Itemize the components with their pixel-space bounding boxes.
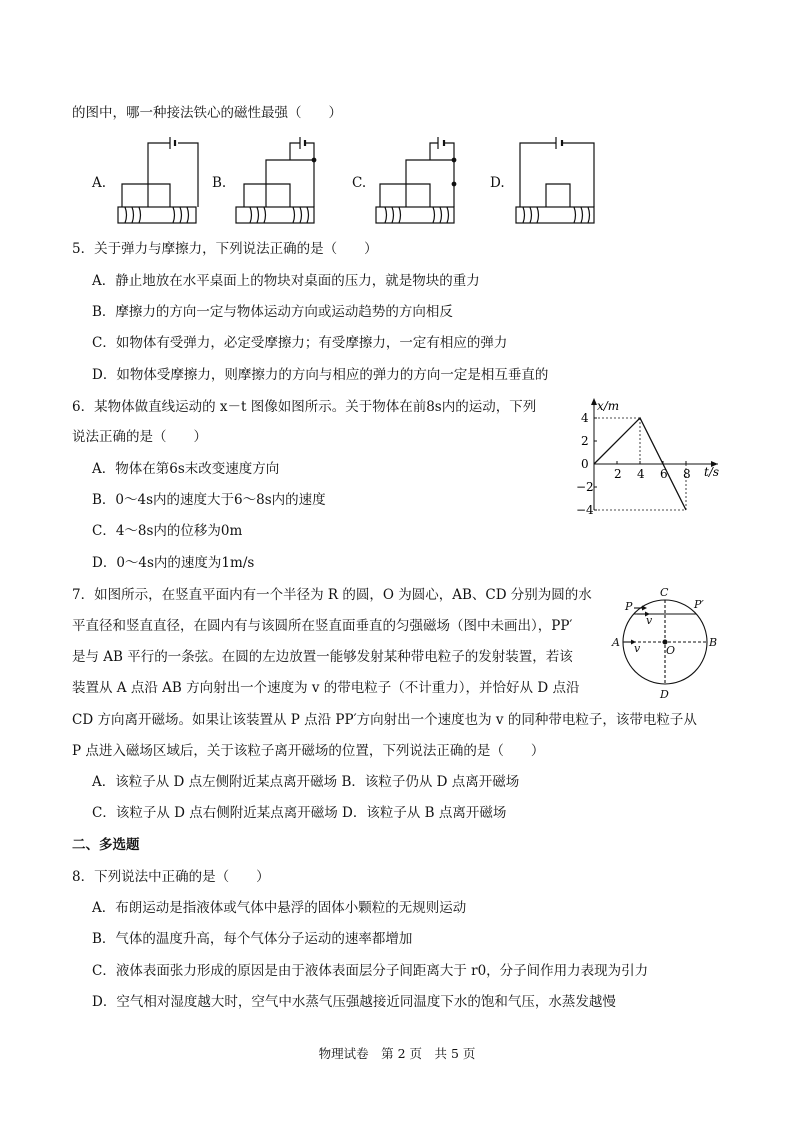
x-tick-label: 2	[614, 467, 622, 481]
section-heading: 二、多选题	[72, 837, 140, 853]
label-d: D	[660, 688, 669, 700]
q8-option-c: C．液体表面张力形成的原因是由于液体表面层分子间距离大于 r0，分子间作用力表现为引力	[92, 963, 649, 979]
y-tick-label: −4	[576, 503, 594, 517]
q4-label-b: B.	[212, 175, 227, 191]
electromagnet-a	[118, 137, 198, 223]
x-tick-label: 8	[683, 467, 691, 481]
q5-stem: 5．关于弹力与摩擦力，下列说法正确的是（ ）	[72, 241, 378, 257]
y-tick-label: 2	[581, 434, 589, 448]
label-a: A	[612, 636, 620, 649]
y-axis-label: x/m	[597, 399, 620, 413]
label-c: C	[660, 586, 669, 599]
q5-option-b: B．摩擦力的方向一定与物体运动方向或运动趋势的方向相反	[92, 304, 453, 320]
q6-option-b: B．0～4s内的速度大于6～8s内的速度	[92, 492, 326, 508]
q7-line6: P 点进入磁场区域后，关于该粒子离开磁场的位置，下列说法正确的是（ ）	[72, 743, 545, 759]
electromagnet-d	[516, 137, 594, 223]
q8-stem: 8．下列说法中正确的是（ ）	[72, 869, 270, 885]
y-tick-label: −2	[576, 480, 594, 494]
x-tick-label: 4	[637, 467, 645, 481]
label-v-a: v	[634, 642, 641, 655]
electromagnet-b	[236, 137, 316, 223]
q7-options-row2: C．该粒子从 D 点右侧附近某点离开磁场 D．该粒子从 B 点离开磁场	[92, 805, 507, 821]
label-b: B	[709, 636, 718, 649]
y-tick-label: 4	[581, 411, 589, 425]
xt-chart	[560, 392, 730, 527]
label-v-p: v	[646, 614, 653, 627]
x-tick-label: 6	[660, 467, 668, 481]
q4-label-c: C.	[352, 175, 367, 191]
q6-option-c: C．4～8s内的位移为0m	[92, 523, 243, 539]
intro-text: 的图中，哪一种接法铁心的磁性最强（ ）	[72, 105, 342, 121]
q5-option-c: C．如物体有受弹力，必定受摩擦力；有受摩擦力，一定有相应的弹力	[92, 335, 508, 351]
q7-line4: 装置从 A 点沿 AB 方向射出一个速度为 v 的带电粒子（不计重力），并恰好从 D 点沿	[72, 680, 580, 696]
q6-option-d: D．0～4s内的速度为1m/s	[92, 555, 255, 571]
q8-option-b: B．气体的温度升高，每个气体分子运动的速率都增加	[92, 931, 413, 947]
electromagnet-c	[376, 137, 456, 223]
circle-field-diagram	[610, 580, 730, 700]
q4-label-d: D.	[490, 175, 505, 191]
label-p: P	[625, 600, 633, 613]
q6-stem-line1: 6．某物体做直线运动的 x－t 图像如图所示。关于物体在前8s内的运动，下列	[72, 399, 537, 415]
q7-line1: 7．如图所示，在竖直平面内有一个半径为 R 的圆，O 为圆心，AB、CD 分别为圆的水	[72, 587, 592, 603]
q7-options-row1: A．该粒子从 D 点左侧附近某点离开磁场 B．该粒子仍从 D 点离开磁场	[92, 774, 520, 790]
q7-line3: 是与 AB 平行的一条弦。在圆的左边放置一能够发射某种带电粒子的发射装置，若该	[72, 649, 573, 665]
q6-option-a: A．物体在第6s末改变速度方向	[92, 461, 280, 477]
q4-label-a: A.	[92, 175, 107, 191]
q5-option-a: A．静止地放在水平桌面上的物块对桌面的压力，就是物块的重力	[92, 273, 480, 289]
q8-option-d: D．空气相对湿度越大时，空气中水蒸气压强越接近同温度下水的饱和气压，水蒸发越慢	[92, 994, 616, 1010]
y-tick-label: 0	[581, 457, 589, 471]
x-axis-label: t/s	[704, 465, 720, 479]
q6-stem-line2: 说法正确的是（ ）	[72, 429, 207, 445]
q7-line5: CD 方向离开磁场。如果让该装置从 P 点沿 PP′方向射出一个速度也为 v 的同种带电粒子，该带电粒子从	[72, 712, 697, 728]
electromagnet-diagrams	[0, 0, 794, 240]
q5-option-d: D．如物体受摩擦力，则摩擦力的方向与相应的弹力的方向一定是相互垂直的	[92, 367, 549, 383]
q7-line2: 平直径和竖直直径，在圆内有与该圆所在竖直面垂直的匀强磁场（图中未画出），PP′	[72, 618, 573, 634]
label-o: O	[666, 644, 676, 657]
page-footer: 物理试卷 第 2 页 共 5 页	[318, 1046, 476, 1061]
q8-option-a: A．布朗运动是指液体或气体中悬浮的固体小颗粒的无规则运动	[92, 900, 467, 916]
label-p-prime: P′	[694, 598, 704, 611]
